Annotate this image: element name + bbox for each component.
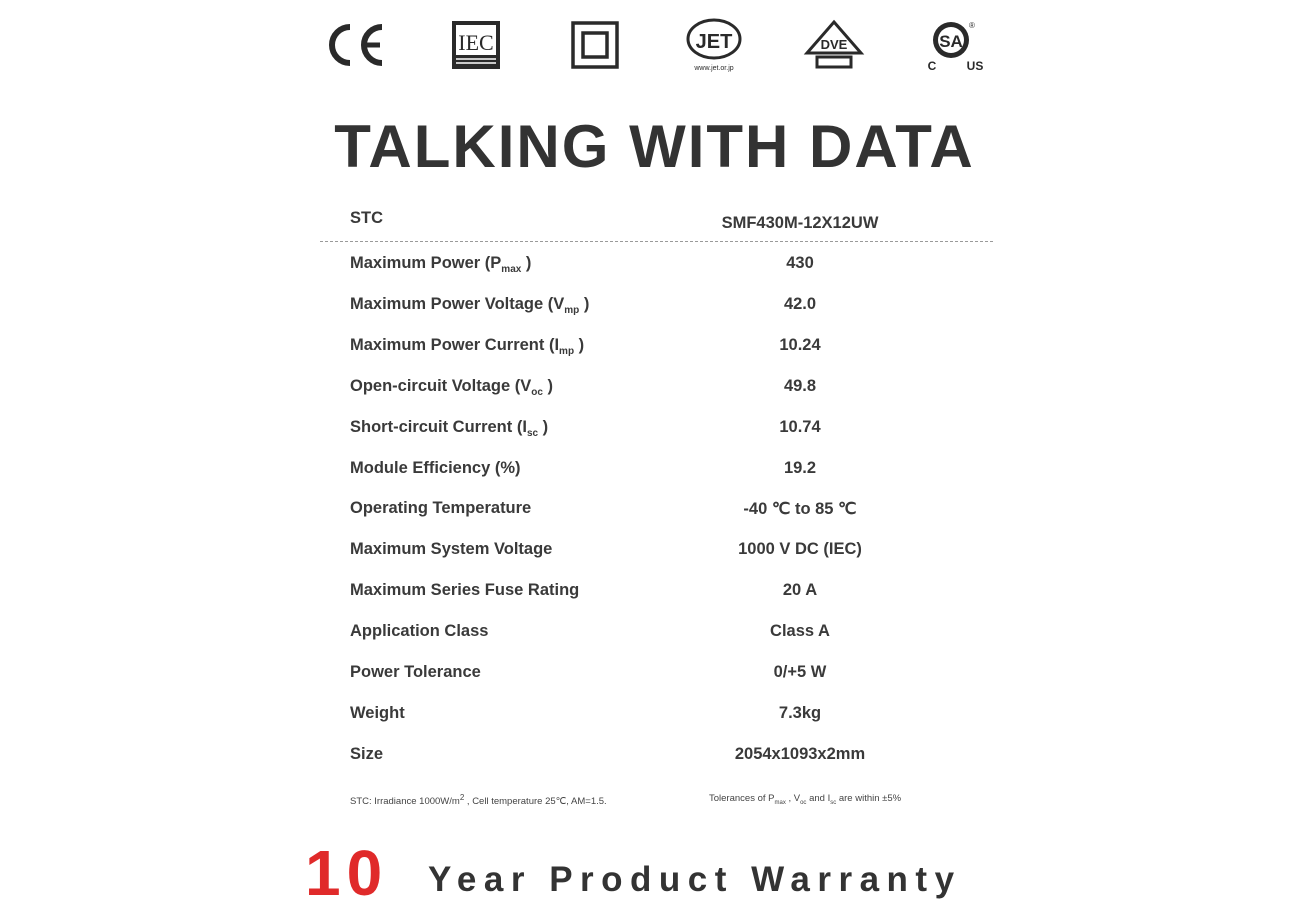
spec-value: 49.8 <box>783 376 817 395</box>
svg-text:www.jet.or.jp: www.jet.or.jp <box>694 65 734 72</box>
spec-label: Size <box>350 744 384 763</box>
table-row <box>0 418 1309 448</box>
spec-label: Open-circuit Voltage ($V_{oc}$ ) <box>350 376 553 398</box>
svg-text:C: C <box>927 59 937 73</box>
spec-value: 42.0 <box>783 294 817 313</box>
table-row <box>0 581 1309 611</box>
spec-value: 430 <box>786 254 814 272</box>
svg-text:IEC: IEC <box>458 30 494 55</box>
header-model: SMF430M-12X12UW <box>721 214 879 232</box>
spec-label: Maximum System Voltage <box>350 540 553 559</box>
double-insulation-icon <box>570 16 620 74</box>
stc-footnote: STC: Irradiance $1000W/m^2$ , Cell temperature 25℃, AM=1.5. <box>350 793 607 808</box>
spec-label: Maximum Series Fuse Rating <box>350 581 580 600</box>
svg-text:®: ® <box>969 21 975 30</box>
table-header <box>0 209 1309 239</box>
csa-logo-icon <box>922 16 988 74</box>
spec-value: 10.24 <box>779 335 821 354</box>
table-row <box>0 459 1309 489</box>
table-row <box>0 745 1309 775</box>
table-row <box>0 663 1309 693</box>
table-row <box>0 254 1309 284</box>
spec-label: Application Class <box>350 622 489 641</box>
spec-value: -40 ℃ to 85 ℃ <box>743 500 857 519</box>
spec-value: Class A <box>770 622 830 641</box>
tolerance-footnote: Tolerances of $P_{max}$ , $V_{oc}$ and $I_{sc}$ are within ±5% <box>709 793 902 806</box>
spec-value: 19.2 <box>783 458 817 477</box>
spec-label: Power Tolerance <box>350 663 481 681</box>
warranty-text: Year Product Warranty <box>428 860 962 899</box>
table-row <box>0 377 1309 407</box>
spec-value: 10.74 <box>779 417 821 436</box>
svg-text:US: US <box>966 59 984 73</box>
table-row <box>0 295 1309 325</box>
spec-label: Short-circuit Current ($I_{sc}$ ) <box>350 417 549 439</box>
svg-text:SA: SA <box>939 32 963 51</box>
table-row <box>0 622 1309 652</box>
svg-text:DVE: DVE <box>820 37 848 52</box>
ce-mark-icon <box>322 16 388 74</box>
header-divider <box>320 241 993 242</box>
spec-value: 7.3kg <box>778 703 822 722</box>
warranty-years: 10 <box>305 837 389 909</box>
table-row <box>0 704 1309 734</box>
spec-label: Module Efficiency (%) <box>350 458 521 477</box>
spec-label: Operating Temperature <box>350 499 532 518</box>
certification-logos <box>0 16 1309 76</box>
spec-value: 2054x1093x2mm <box>734 744 866 763</box>
warranty-banner <box>0 836 1309 909</box>
table-row <box>0 540 1309 570</box>
spec-label: Maximum Power ($P_{max}$ ) <box>350 254 532 275</box>
spec-label: Maximum Power Current ($I_{mp}$ ) <box>350 335 585 357</box>
dve-logo-icon <box>802 16 866 74</box>
table-row <box>0 499 1309 529</box>
iec-logo-icon <box>449 16 503 74</box>
spec-value: 0/+5 W <box>773 663 827 681</box>
page-title: TALKING WITH DATA <box>334 113 975 180</box>
header-label: STC <box>350 209 383 227</box>
jet-logo-icon <box>684 16 744 74</box>
spec-label: Maximum Power Voltage ($V_{mp}$ ) <box>350 294 590 316</box>
spec-label: Weight <box>350 703 405 722</box>
table-row <box>0 336 1309 366</box>
svg-text:JET: JET <box>695 31 733 53</box>
spec-value: 1000 V DC (IEC) <box>738 540 862 559</box>
spec-value: 20 A <box>782 581 818 600</box>
